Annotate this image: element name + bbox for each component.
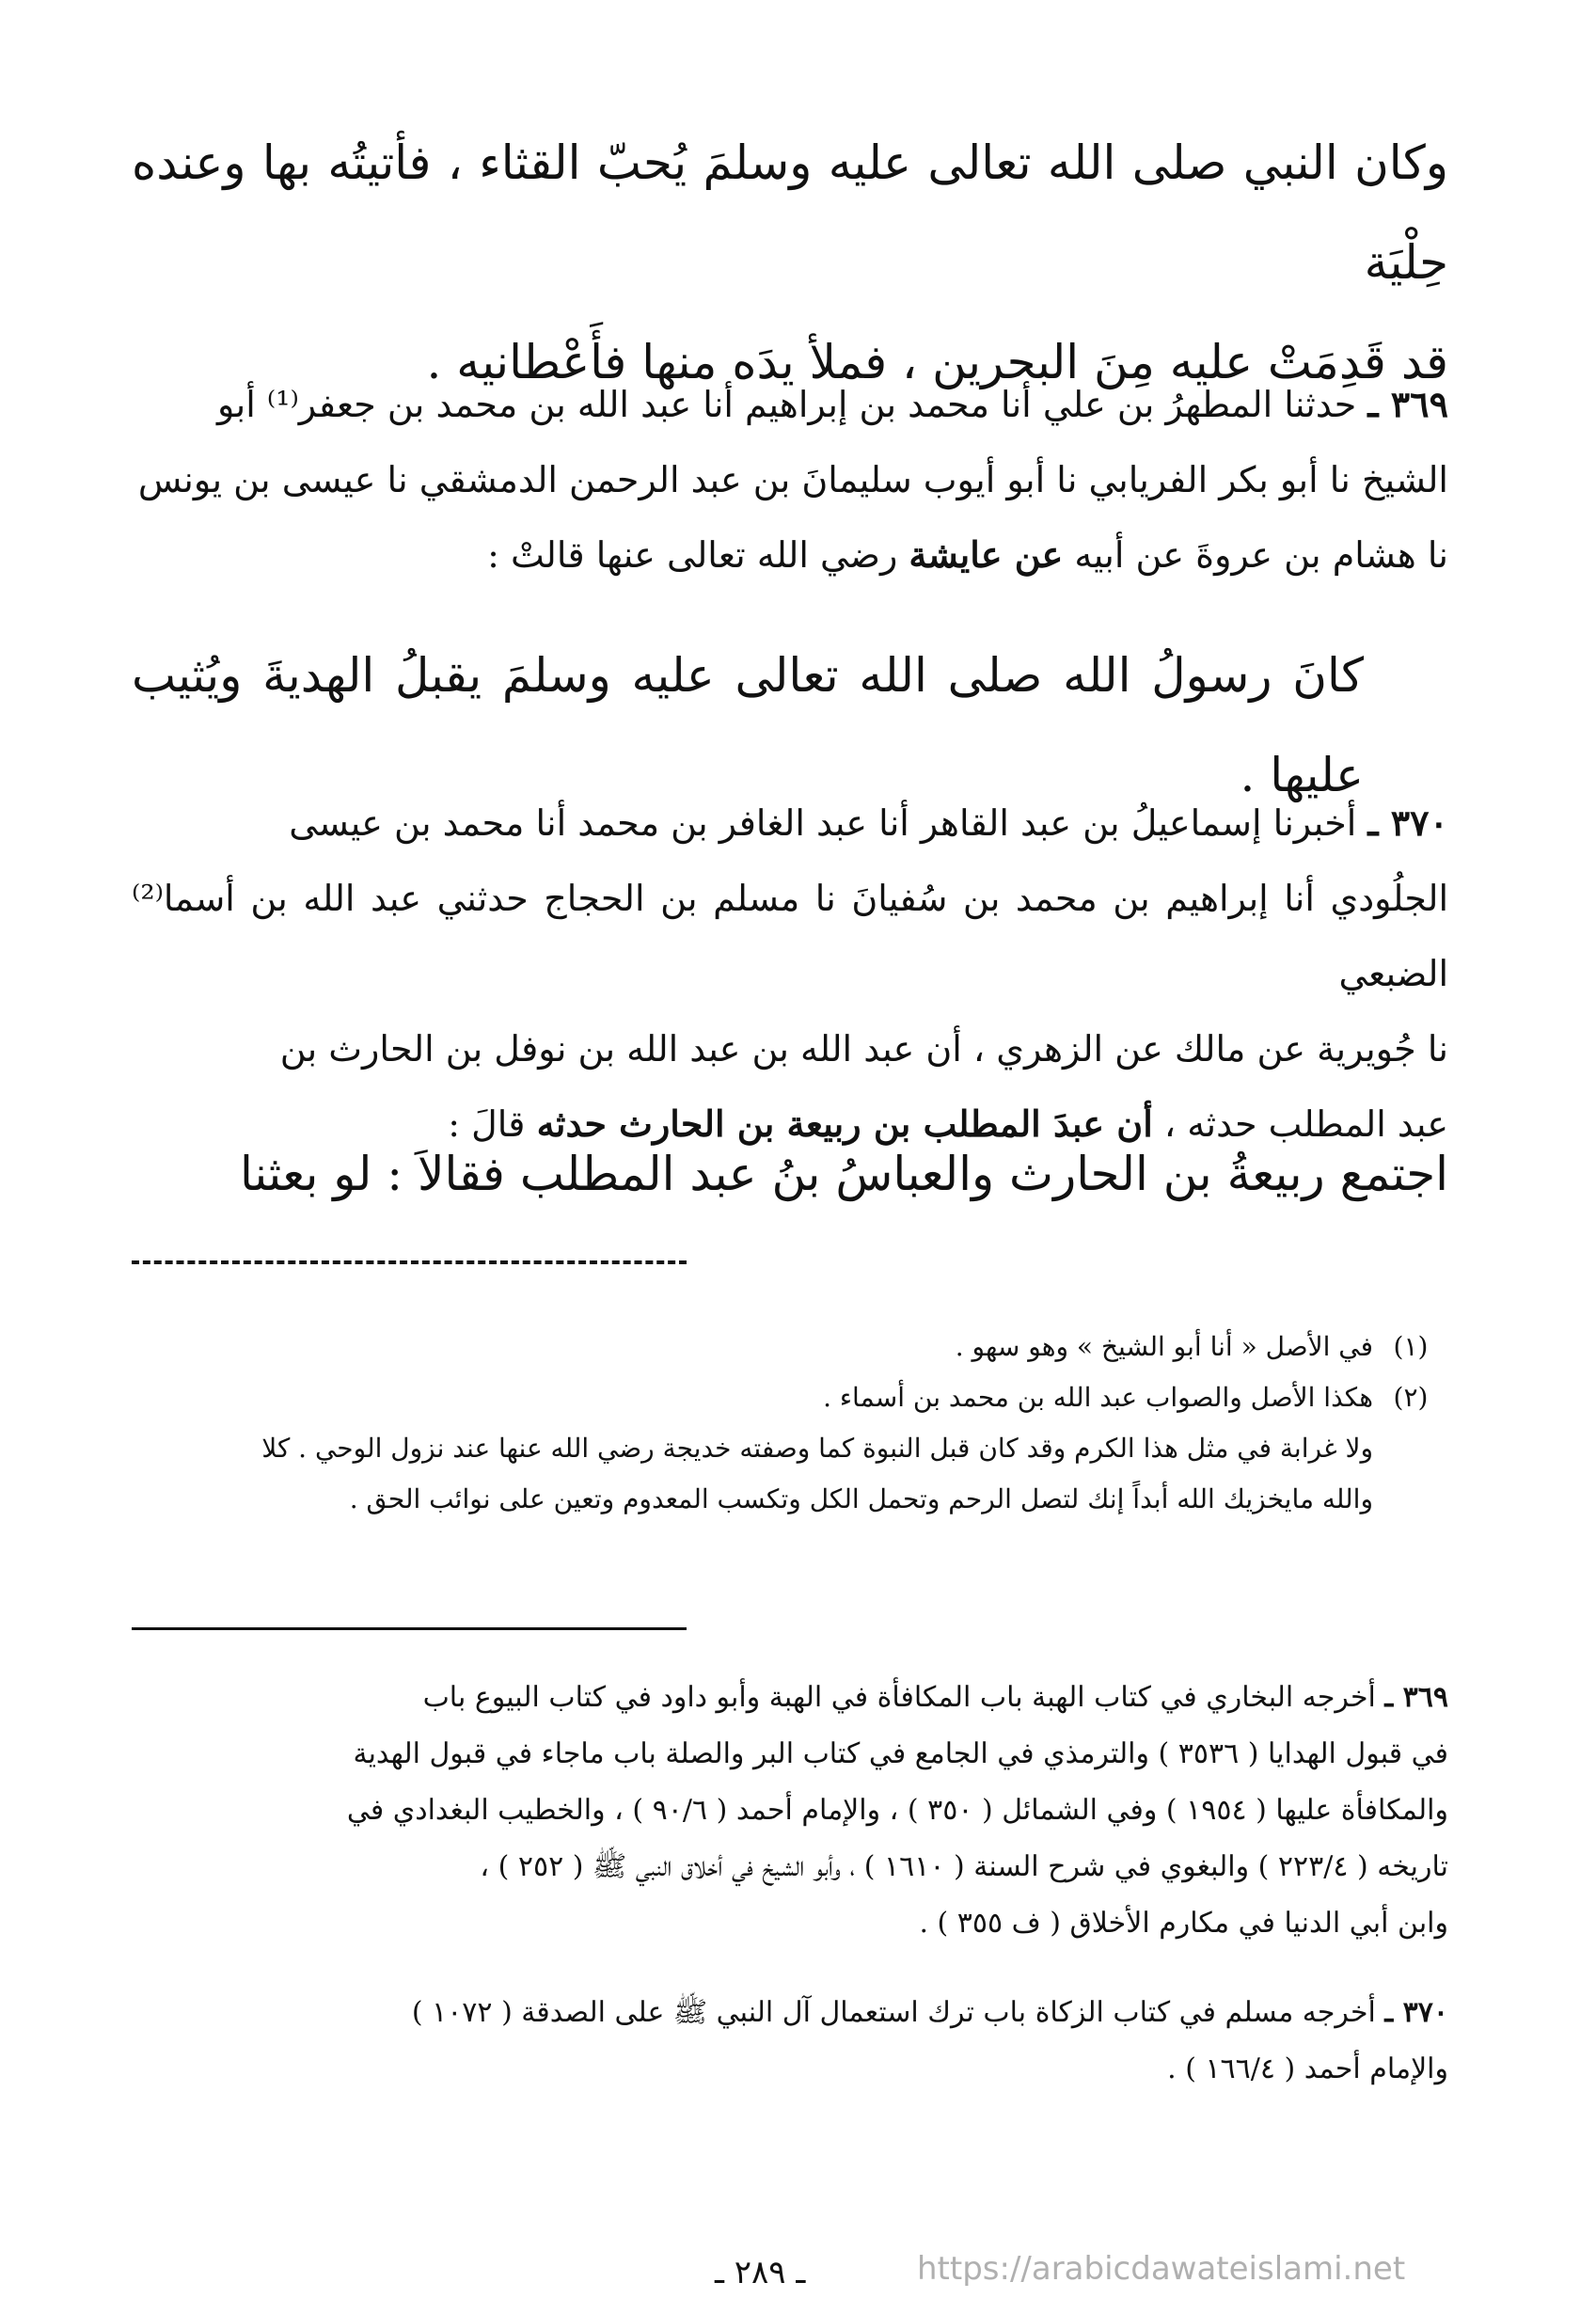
text-line: اجتمع ربيعةُ بن الحارث والعباسُ بنُ عبد المطلب فقالاَ : لو بعثنا (239, 1147, 1448, 1201)
hadith-number: ٣٦٩ ـ (1384, 1681, 1448, 1714)
hadith-370-isnad (132, 785, 1448, 1162)
text-line: وابن أبي الدنيا في مكارم الأخلاق ( ف ٣٥٥ ) . (919, 1907, 1448, 1940)
text-line: تاريخه ( ٢٢٣/٤ ) والبغوي في شرح السنة ( ١٦١٠ ) ، وأبو الشيخ في أخلاق النبي ﷺ ( ٢٥٢ ) ، (480, 1850, 1448, 1883)
text-line: قد قَدِمَتْ عليه مِنَ البحرين ، فملأ يدَه منها فأَعْطانيه . (426, 335, 1448, 389)
page-number: ـ ٢٨٩ ـ (715, 2254, 806, 2291)
text-line: وكان النبي صلى الله تعالى عليه وسلمَ يُحبّ القثاء ، فأتيتُه بها وعنده حِلْيَة (132, 135, 1448, 290)
hadith-370-matn (132, 1124, 1448, 1224)
narrator-highlight: عن عايشة (909, 533, 1064, 576)
footnote-separator-dashed (132, 1260, 687, 1264)
footnote-text: في الأصل « أنا أبو الشيخ » وهو سهو . (955, 1331, 1373, 1362)
footnote (132, 1372, 1448, 1423)
footnote-mark: (١) (1393, 1331, 1429, 1362)
takhrij-369 (132, 1670, 1448, 1952)
text-line: والمكافأة عليها ( ١٩٥٤ ) وفي الشمائل ( ٣٥٠ ) ، والإمام أحمد ( ٩٠/٦ ) ، والخطيب البغدادي في (346, 1794, 1448, 1827)
footnote-text: هكذا الأصل والصواب عبد الله بن محمد بن أسماء . (823, 1382, 1373, 1413)
footnote-mark: (٢) (1393, 1382, 1429, 1413)
text-line: في قبول الهدايا ( ٣٥٣٦ ) والترمذي في الجامع في كتاب البر والصلة باب ماجاء في قبول الهدية (353, 1737, 1448, 1770)
takhrij-370 (132, 1985, 1448, 2098)
text-line: والله مايخزيك الله أبداً إنك لتصل الرحم وتحمل الكل وتكسب المعدوم وتعين على نوائب الحق . (349, 1483, 1373, 1514)
text-line: عبد المطلب حدثه ، أن عبدَ المطلب بن ربيعة بن الحارث حدثه قالَ : (448, 1102, 1448, 1145)
text-line: نا هشام بن عروةَ عن أبيه عن عايشة رضي الله تعالى عنها قالتْ : (487, 533, 1448, 576)
text-line: الجلُودي أنا إبراهيم بن محمد بن سُفيانَ نا مسلم بن الحجاج حدثني عبد الله بن أسما⁽²⁾ الضبعي (132, 878, 1448, 994)
hadith-number: ٣٦٩ ـ (1367, 383, 1448, 425)
text-line: كانَ رسولُ الله صلى الله تعالى عليه وسلمَ يقبلُ الهديةَ ويُثيب عليها . (132, 648, 1364, 802)
hadith-369-isnad (132, 367, 1448, 593)
text-line: ولا غرابة في مثل هذا الكرم وقد كان قبل النبوة كما وصفته خديجة رضي الله عنها عند نزول الوحي . كلا (261, 1433, 1373, 1464)
watermark: https://arabicdawateislami.net (917, 2250, 1406, 2288)
narrator-highlight: أن عبدَ المطلب بن ربيعة بن الحارث حدثه (536, 1102, 1153, 1145)
takhrij-separator-rule (132, 1627, 687, 1630)
text-line: ٣٧٠ ـ أخرجه مسلم في كتاب الزكاة باب ترك استعمال آل النبي ﷺ على الصدقة ( ١٠٧٢ ) (411, 1996, 1448, 2029)
text-line: ٣٦٩ ـ حدثنا المطهرُ بن علي أنا محمد بن إبراهيم أنا عبد الله بن محمد بن جعفر⁽¹⁾ أبو (217, 383, 1448, 425)
footnote (132, 1322, 1448, 1372)
footnotes (132, 1322, 1448, 1525)
document-page (132, 0, 1448, 2314)
text-line: ٣٦٩ ـ أخرجه البخاري في كتاب الهبة باب المكافأة في الهبة وأبو داود في كتاب البيوع باب (422, 1681, 1448, 1714)
hadith-number: ٣٧٠ ـ (1367, 801, 1448, 844)
text-line: ٣٧٠ ـ أخبرنا إسماعيلُ بن عبد القاهر أنا عبد الغافر بن محمد أنا محمد بن عيسى (289, 801, 1448, 844)
text-line: والإمام أحمد ( ١٦٦/٤ ) . (1167, 2052, 1448, 2085)
hadith-number: ٣٧٠ ـ (1384, 1996, 1448, 2029)
text-line: الشيخ نا أبو بكر الفريابي نا أبو أيوب سليمانَ بن عبد الرحمن الدمشقي نا عيسى بن يونس (137, 459, 1448, 500)
footnote-continuation (132, 1423, 1448, 1525)
text-line: نا جُويرية عن مالك عن الزهري ، أن عبد الله بن عبد الله بن نوفل بن الحارث بن (279, 1028, 1448, 1070)
